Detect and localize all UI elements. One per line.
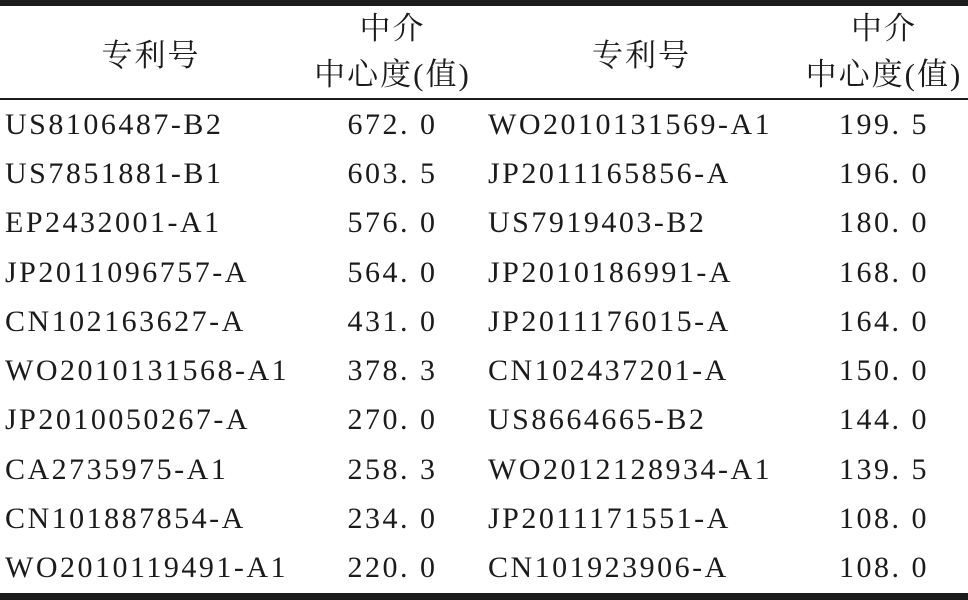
centrality-value-cell: 220. 0 (347, 551, 438, 585)
centrality-value-cell: 144. 0 (839, 403, 929, 437)
centrality-value-cell: 108. 0 (839, 502, 929, 536)
centrality-value-cell: 234. 0 (347, 502, 438, 536)
patent-cell: CN101923906-A (488, 551, 729, 585)
table-row (0, 544, 968, 593)
centrality-value-cell: 108. 0 (839, 551, 929, 585)
centrality-value-cell: 378. 3 (347, 354, 438, 388)
centrality-value-cell: 258. 3 (347, 452, 438, 486)
centrality-value-cell: 164. 0 (839, 304, 929, 338)
table-row (0, 494, 968, 543)
patent-cell: WO2012128934-A1 (488, 452, 773, 486)
table-row (0, 100, 968, 149)
header-centrality-left-line1: 中介 (359, 11, 426, 46)
centrality-value-cell: 180. 0 (839, 206, 929, 240)
patent-cell: JP2010186991-A (488, 255, 734, 289)
patent-cell: JP2011096757-A (5, 255, 249, 289)
patent-cell: US8106487-B2 (5, 107, 224, 141)
table-row (0, 346, 968, 395)
table-header-row (0, 6, 968, 100)
patent-cell: CN102163627-A (5, 304, 246, 338)
patent-cell: JP2010050267-A (5, 403, 251, 437)
patent-cell: US7851881-B1 (5, 156, 224, 190)
centrality-value-cell: 168. 0 (839, 255, 929, 289)
patent-cell: WO2010131568-A1 (5, 354, 290, 388)
header-centrality-right (800, 6, 968, 98)
centrality-value-cell: 672. 0 (347, 107, 438, 141)
header-centrality-left (302, 6, 483, 98)
header-centrality-left-line2: 中心度(值) (314, 57, 471, 92)
centrality-value-cell: 564. 0 (347, 255, 438, 289)
patent-cell: JP2011176015-A (488, 304, 731, 338)
header-centrality-right-line2: 中心度(值) (805, 57, 963, 92)
header-patent-left: 专利号 (101, 37, 201, 73)
centrality-value-cell: 139. 5 (839, 452, 929, 486)
centrality-value-cell: 603. 5 (347, 156, 438, 190)
patent-cell: WO2010131569-A1 (488, 107, 773, 141)
centrality-value-cell: 150. 0 (839, 354, 929, 388)
table-row (0, 248, 968, 297)
patent-cell: US7919403-B2 (488, 206, 707, 240)
table-row (0, 445, 968, 494)
table-body (0, 100, 968, 593)
table-row (0, 199, 968, 248)
header-patent-right: 专利号 (592, 37, 691, 73)
centrality-value-cell: 576. 0 (347, 206, 438, 240)
patent-cell: CN102437201-A (488, 354, 729, 388)
centrality-value-cell: 270. 0 (347, 403, 438, 437)
centrality-value-cell: 431. 0 (347, 304, 438, 338)
patent-cell: US8664665-B2 (488, 403, 707, 437)
patent-cell: JP2011165856-A (488, 156, 731, 190)
table-row (0, 149, 968, 198)
patent-cell: JP2011171551-A (488, 502, 731, 536)
patent-cell: EP2432001-A1 (5, 206, 222, 240)
header-centrality-right-line1: 中介 (851, 11, 917, 46)
patent-cell: CA2735975-A1 (5, 452, 229, 486)
table-row (0, 396, 968, 445)
centrality-value-cell: 196. 0 (839, 156, 929, 190)
patent-cell: CN101887854-A (5, 502, 246, 536)
patent-cell: WO2010119491-A1 (5, 551, 289, 585)
centrality-value-cell: 199. 5 (839, 107, 929, 141)
table-row (0, 297, 968, 346)
